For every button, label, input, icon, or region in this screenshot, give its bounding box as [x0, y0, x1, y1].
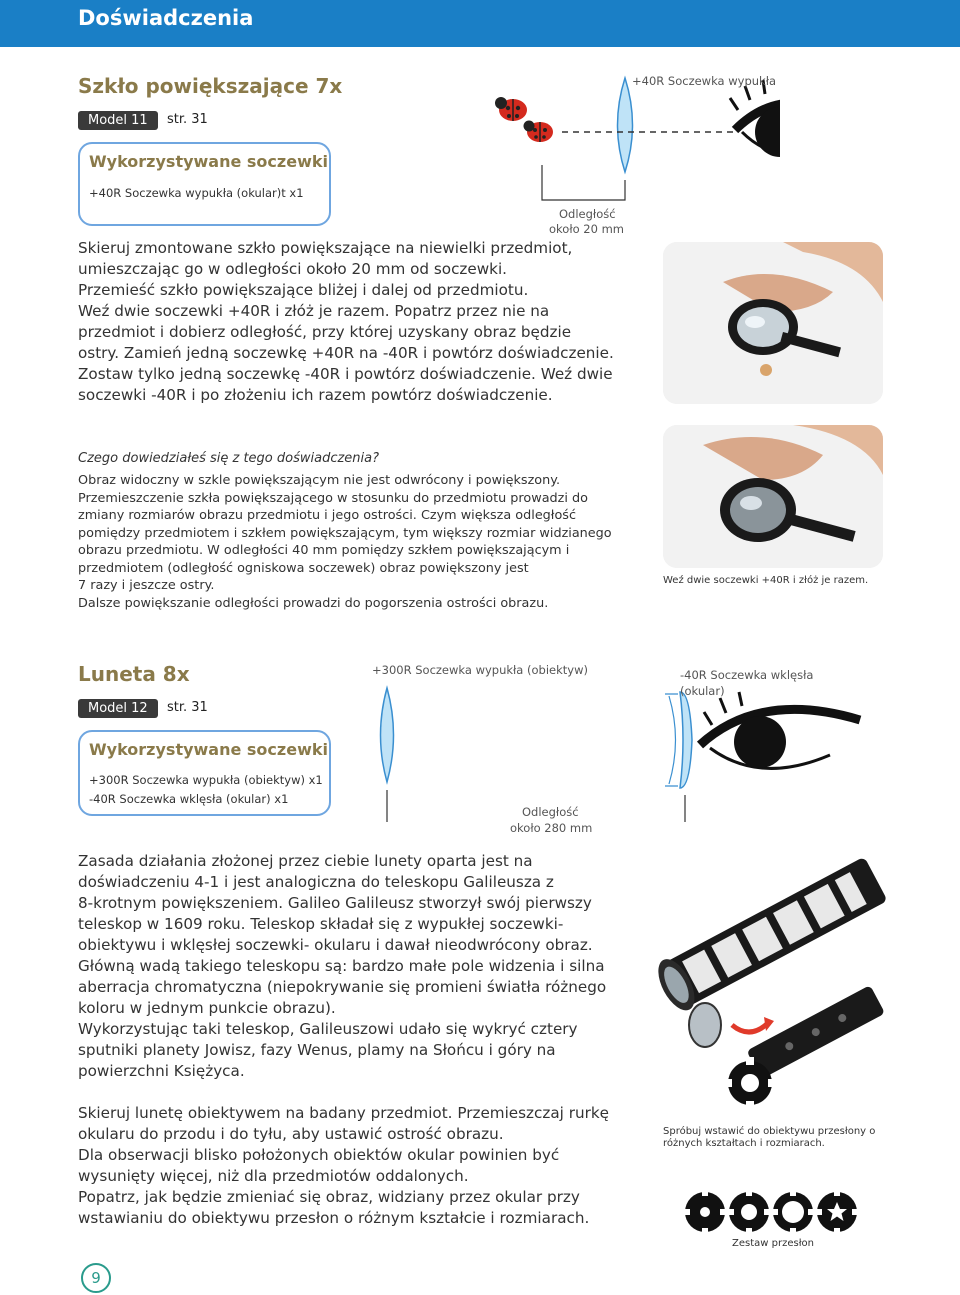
answer-line: Obraz widoczny w szkle powiększającym nie jest odwrócony i powiększony. — [78, 473, 561, 488]
section2-lens-item: -40R Soczewka wklęsła (okular) x1 — [89, 792, 289, 806]
section2-instructions — [78, 1103, 658, 1229]
body-line: sputniki planety Jowisz, fazy Wenus, plamy na Słońcu i góry na — [78, 1041, 556, 1059]
answer-line: 7 razy i jeszcze ostry. — [78, 578, 215, 593]
body-line: 8-krotnym powiększeniem. Galileo Galileusz stworzył swój pierwszy — [78, 894, 592, 912]
magnifier-diagram — [480, 70, 780, 240]
section1-lens-item: +40R Soczewka wypukła (okular)t x1 — [89, 186, 304, 200]
body-line: Dla obserwacji blisko położonych obiektów okular powinien być — [78, 1146, 560, 1164]
section2-title: Luneta 8x — [78, 662, 190, 686]
page-number: 9 — [81, 1263, 111, 1293]
body-line: Weź dwie soczewki +40R i złóż je razem. Popatrz przez nie na — [78, 302, 550, 320]
body-line: wysunięty więcej, niż dla przedmiotów oddalonych. — [78, 1167, 469, 1185]
body-line: Skieruj zmontowane szkło powiększające na niewielki przedmiot, — [78, 239, 573, 257]
answer-line: zmiany rozmiarów obrazu przedmiotu i jego ostrości. Czym większa odległość — [78, 508, 576, 523]
question-text: Czego dowiedziałeś się z tego doświadczenia? — [78, 451, 380, 466]
distance-value: około 280 mm — [510, 821, 593, 835]
eye-icon — [700, 692, 860, 768]
answer-line: przedmiotem (odległość ogniskowa soczewek) obraz powiększony jest — [78, 560, 529, 576]
header-title: Doświadczenia — [78, 6, 254, 30]
section1-lenses-title: Wykorzystywane soczewki — [89, 152, 328, 171]
eyepiece-label-sub: (okular) — [680, 684, 725, 698]
section2-model-badge: Model 12 — [78, 699, 158, 718]
answer-text — [78, 472, 658, 612]
caption-line: Spróbuj wstawić do obiektywu przesłony o — [663, 1126, 876, 1137]
distance-label: Odległość — [559, 207, 616, 221]
telescope-diagram — [360, 680, 890, 840]
aperture-disk-star-icon — [816, 1190, 858, 1234]
body-line: Wykorzystując taki teleskop, Galileuszowi udało się wykryć cztery — [78, 1020, 578, 1038]
section2-lenses-box — [78, 730, 331, 816]
body-line: wstawianiu do obiektywu przesłon o różnym kształcie i rozmiarach. — [78, 1209, 590, 1227]
aperture-set — [684, 1188, 860, 1236]
ladybug-icon — [524, 121, 554, 143]
answer-line: Przemieszczenie szkła powiększającego w stosunku do przedmiotu prowadzi do — [78, 490, 588, 506]
objective-label: +300R Soczewka wypukła (obiektyw) — [372, 663, 588, 677]
body-line: koloru w jednym punkcie obrazu). — [78, 999, 336, 1017]
body-line: powierzchni Księżyca. — [78, 1062, 245, 1080]
telescope-illustration — [650, 845, 890, 1105]
photo-magnifier-double — [663, 425, 883, 568]
body-line: Zasada działania złożonej przez ciebie lunety oparta jest na — [78, 852, 533, 870]
body-line: obiektywu i wklęsłej soczewki- okularu i dawał nieodwrócony obraz. — [78, 936, 593, 954]
aperture-disk-icon — [684, 1190, 726, 1234]
section2-lenses-title: Wykorzystywane soczewki — [89, 740, 328, 759]
section2-body — [78, 851, 658, 1082]
answer-line: pomiędzy przedmiotem i szkłem powiększającym, tym większy rozmiar widzianego — [78, 525, 612, 541]
body-line: teleskop w 1609 roku. Teleskop składał się z wypukłej soczewki- — [78, 915, 564, 933]
body-line: soczewki -40R i po złożeniu ich razem powtórz doświadczenie. — [78, 386, 553, 404]
objective-lens-shape — [381, 688, 394, 782]
body-line: Główną wadą takiego teleskopu są: bardzo małe pole widzenia i silna — [78, 957, 605, 975]
ladybug-icon — [495, 97, 527, 121]
body-line: Przemieść szkło powiększające bliżej i dalej od przedmiotu. — [78, 281, 529, 299]
aperture-disk-icon — [772, 1190, 814, 1234]
body-line: ostry. Zamień jedną soczewkę +40R na -40R i powtórz doświadczenie. — [78, 344, 614, 362]
caption-line: różnych kształtach i rozmiarach. — [663, 1138, 825, 1149]
section2-page-ref: str. 31 — [167, 700, 208, 715]
section1-body — [78, 238, 658, 406]
lens-label: +40R Soczewka wypukła — [632, 74, 777, 88]
body-line: Skieruj lunetę obiektywem na badany przedmiot. Przemieszczaj rurkę — [78, 1104, 609, 1122]
answer-line: obrazu przedmiotu. W odległości 40 mm pomiędzy szkłem powiększającym i — [78, 543, 570, 558]
body-line: okularu do przodu i do tyłu, aby ustawić ostrość obrazu. — [78, 1125, 504, 1143]
aperture-set-label: Zestaw przesłon — [732, 1238, 814, 1249]
section1-lenses-box — [78, 142, 331, 226]
body-line: Popatrz, jak będzie zmieniać się obraz, widziany przez okular przy — [78, 1188, 580, 1206]
eyepiece-label: -40R Soczewka wklęsła — [680, 668, 814, 682]
photo2-caption: Weź dwie soczewki +40R i złóż je razem. — [663, 575, 869, 586]
answer-line: Dalsze powiększanie odległości prowadzi do pogorszenia ostrości obrazu. — [78, 595, 549, 611]
section1-model-badge: Model 11 — [78, 111, 158, 130]
apertures-caption — [663, 1126, 875, 1150]
body-line: doświadczeniu 4-1 i jest analogiczna do teleskopu Galileusza z — [78, 873, 554, 891]
body-line: aberracja chromatyczna (niepokrywanie się promieni światła różnego — [78, 978, 607, 996]
distance-label: Odległość — [522, 805, 579, 819]
section1-page-ref: str. 31 — [167, 112, 208, 127]
section2-lens-item: +300R Soczewka wypukła (obiektyw) x1 — [89, 773, 323, 787]
body-line: Zostaw tylko jedną soczewkę -40R i powtórz doświadczenie. Weź dwie — [78, 365, 613, 383]
body-line: umieszczając go w odległości około 20 mm od soczewki. — [78, 260, 508, 278]
aperture-disk-icon — [728, 1190, 770, 1234]
convex-lens-shape — [618, 78, 633, 172]
distance-value: około 20 mm — [549, 222, 624, 236]
photo-magnifier-single — [663, 242, 883, 404]
eyepiece-lens-shape — [680, 692, 692, 788]
section1-title: Szkło powiększające 7x — [78, 74, 343, 98]
eye-icon — [730, 80, 780, 157]
body-line: przedmiot i dobierz odległość, przy której uzyskany obraz będzie — [78, 323, 572, 341]
